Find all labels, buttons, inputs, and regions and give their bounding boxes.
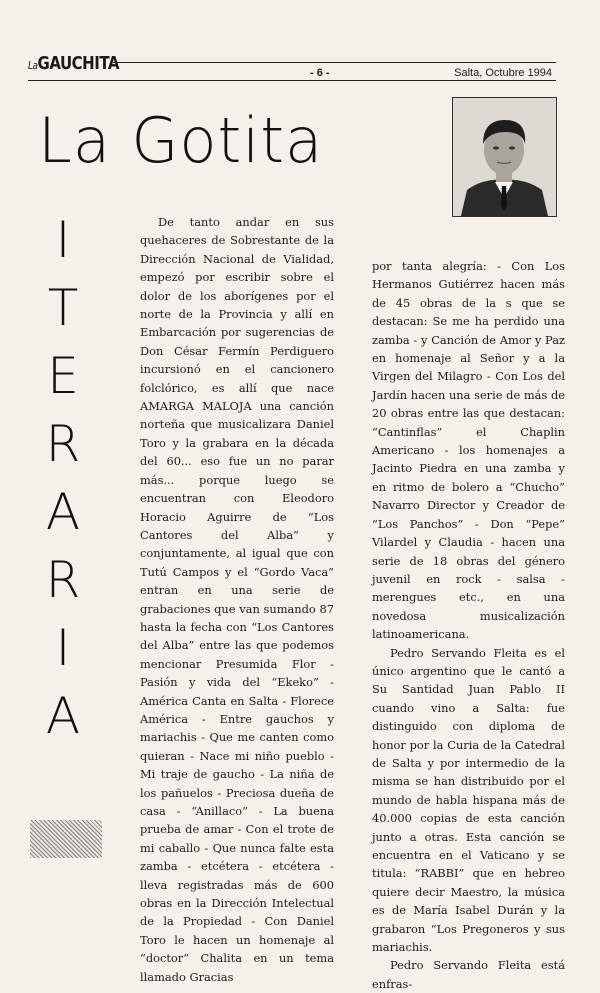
vertical-letter: I	[55, 211, 71, 269]
header-rule-bottom	[28, 80, 556, 81]
paragraph: Pedro Servando Fleita es el único argentino que le cantó a Su Santidad Juan Pablo II cuando vino a Salta: fue distinguido con diploma de honor por la Curia de la Catedral de Salta y por intermedio de la misma se han distribuido por el mundo de habla hispana más de 40.000 copias de esta canción junto a otras. Esta canción se encuentra en el Vaticano y se titula: “RABBI” que en hebreo quiere decir Maestro, la música es de María Isabel Durán y la grabaron “Los Pregoneros y sus mariachis.	[372, 645, 565, 955]
issue-date: Salta, Octubre 1994	[454, 67, 552, 79]
masthead	[28, 52, 556, 82]
paragraph: Pedro Servando Fleita está enfras-	[372, 958, 565, 991]
vertical-section-word	[28, 211, 98, 775]
vertical-letter: R	[45, 551, 81, 609]
newspaper-logo	[28, 52, 119, 74]
page-number: - 6 -	[310, 67, 330, 79]
vertical-letter: E	[47, 347, 79, 405]
vertical-letter: A	[45, 687, 81, 745]
decorative-hatch-block	[30, 820, 102, 858]
header-rule-top	[110, 62, 556, 63]
paragraph: por tanta alegría: - Con Los Hermanos Gutiérrez hacen más de 45 obras de la s que se destacan: Se me ha perdido una zamba - y Canción de Amor y Paz en homenaje al Señor y a la Virgen del Milagro - Con Los del Jardín hacen una serie de más de 20 obras entre las que destacan: “Cantinflas” el Chaplin Americano - los homenajes a Jacinto Piedra en una zamba y en ritmo de bolero a “Chucho” Navarro Director y Creador de “Los Panchos” - Don “Pepe” Vilardel y Claudia - hacen una serie de 18 obras del género juvenil en rock - salsa - merengues etc., en una novedosa musicalización latinoamericana.	[372, 259, 565, 642]
vertical-letter: T	[47, 279, 79, 337]
article-column-2	[372, 257, 565, 993]
paragraph: De tanto andar en sus quehaceres de Sobrestante de la Dirección Nacional de Vialidad, empezó por escribir sobre el dolor de los aborígenes por el norte de la Provincia y allí en Embarcación por sugerencias de Don César Fermín Perdiguero incursionó en el cancionero folclórico, es allí que nace AMARGA MALOJA una canción norteña que musicalizara Daniel Toro y la grabara en la década del 60... eso fue un no parar más... porque luego se encuentran con Eleodoro Horacio Aguirre de “Los Cantores del Alba” y conjuntamente, al igual que con Tutú Campos y el “Gordo Vaca” entran en una serie de grabaciones que van sumando 87 hasta la fecha con “Los Cantores del Alba” entre las que podemos mencionar Presumida Flor - Pasión y vida del “Ekeko” - América Canta en Salta - Florece América - Entre gauchos y mariachis - Que me canten como quieran - Nace mi niño pueblo - Mi traje de gaucho - La niña de los pañuelos - Preciosa dueña de casa - “Anillaco” - La buena prueba de amar - Con el trote de mi caballo - Que nunca falte esta zamba - etcétera - etcétera - lleva registradas más de 600 obras en la Dirección Intelectual de la Propiedad - Con Daniel Toro le hacen un homenaje al “doctor” Chalita en un tema llamado Gracias	[140, 215, 334, 984]
article-column-1	[140, 213, 334, 986]
vertical-letter: A	[45, 483, 81, 541]
logo-prefix: La	[28, 60, 38, 73]
author-photo	[452, 97, 557, 217]
vertical-letter: R	[45, 415, 81, 473]
portrait-image	[453, 98, 556, 216]
logo-text: GAUCHITA	[37, 52, 119, 74]
vertical-letter: I	[55, 619, 71, 677]
article-title: La Gotita	[38, 104, 324, 177]
